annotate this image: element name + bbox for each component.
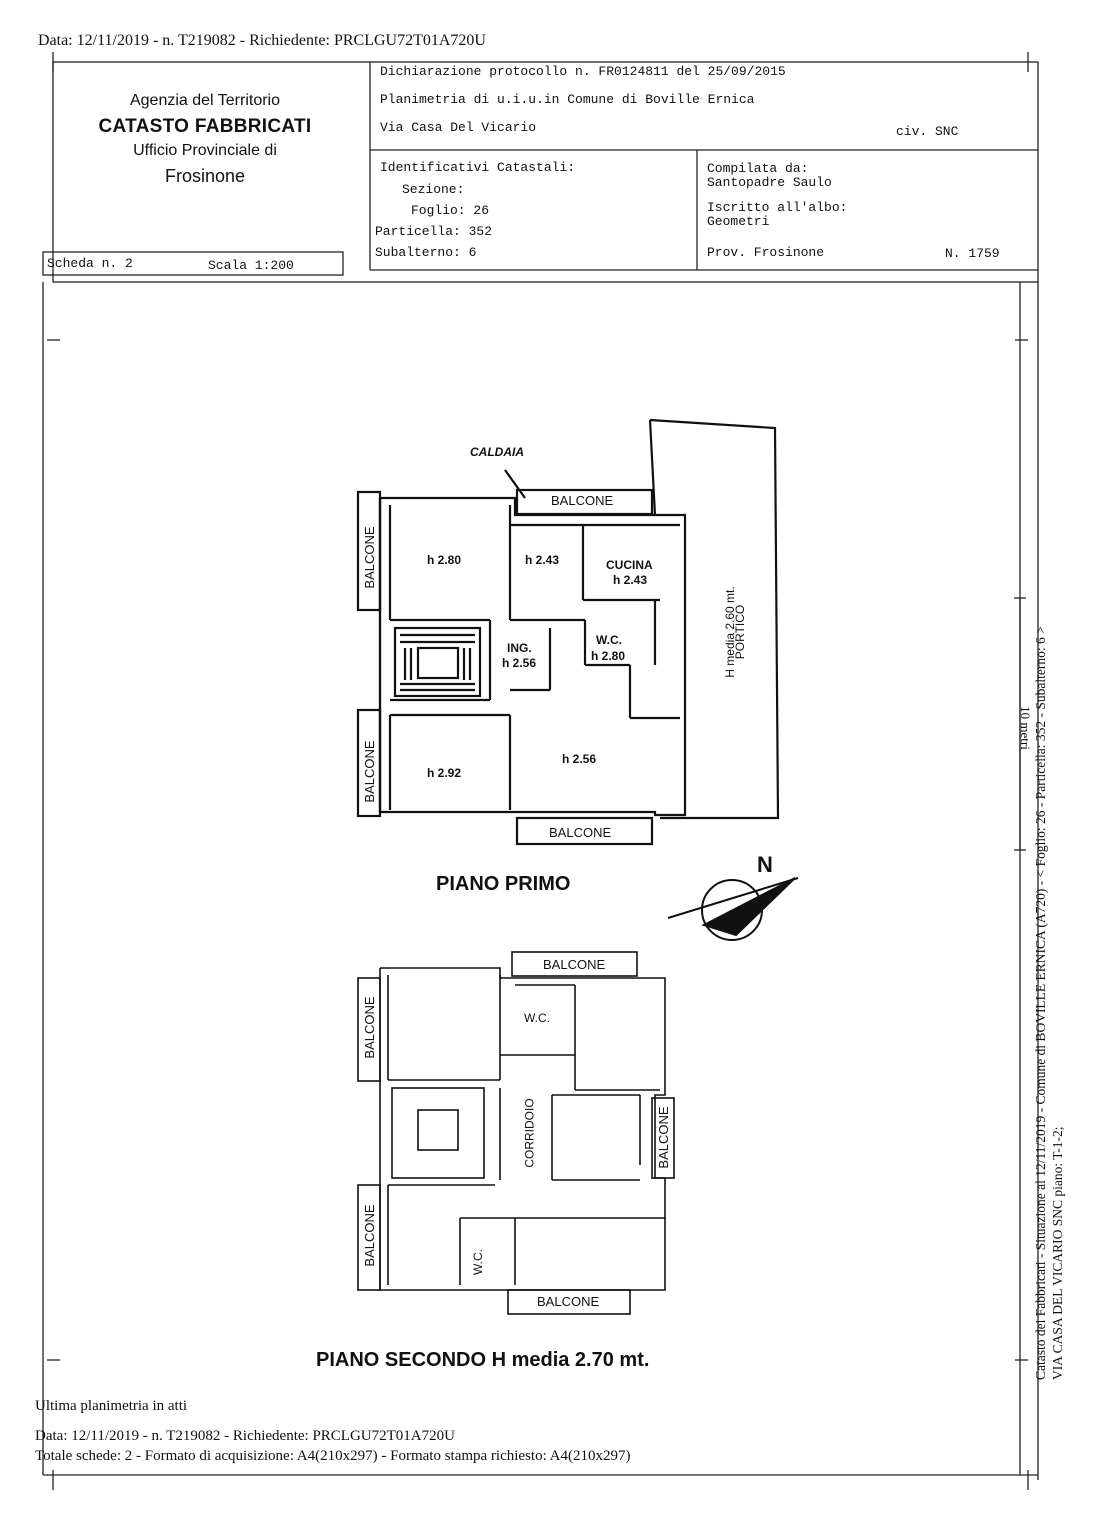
side-caption-line-1: Catasto dei Fabbricati - Situazione al 12/11/2019 - Comune di BOVILLE ERNICA (A720) - < Foglio: 26 - Particella: 352 - Subalterno: 6 > [1033, 626, 1048, 1380]
pp-portico: PORTICO [733, 604, 747, 660]
ps-corridoio: CORRIDOIO [522, 1098, 537, 1168]
pp-cucina-h: h 2.43 [613, 573, 648, 587]
identifiers-sezione: Sezione: [402, 182, 465, 197]
compiler-number: N. 1759 [945, 246, 1000, 261]
pp-wc-h: h 2.80 [591, 649, 626, 663]
identifiers-particella: Particella: 352 [375, 224, 493, 239]
pp-room-h256: h 2.56 [562, 752, 597, 766]
footer-request-line: Data: 12/11/2019 - n. T219082 - Richiedente: PRCLGU72T01A720U [35, 1428, 455, 1444]
declaration-protocol: Dichiarazione protocollo n. FR0124811 del 25/09/2015 [380, 64, 786, 79]
ps-balcone-bottom: BALCONE [537, 1294, 600, 1309]
ps-balcone-top: BALCONE [543, 957, 606, 972]
agency-province: Frosinone [164, 166, 246, 186]
compiler-province: Prov. Frosinone [707, 245, 825, 260]
ps-balcone-left-2: BALCONE [362, 1204, 377, 1267]
compiler-category: Geometri [707, 214, 770, 229]
agency-name: Agenzia del Territorio [129, 92, 280, 109]
sheet-scale: Scala 1:200 [208, 258, 294, 273]
agency-office: Ufficio Provinciale di [133, 142, 277, 159]
compiler-albo: Iscritto all'albo: [707, 200, 848, 215]
pp-balcone-top: BALCONE [551, 493, 614, 508]
pp-ingresso-h: h 2.56 [502, 656, 537, 670]
identifiers-foglio: Foglio: 26 [411, 203, 490, 218]
ps-wc-1: W.C. [524, 1011, 550, 1025]
pp-wc: W.C. [596, 633, 622, 647]
piano-primo-title: PIANO PRIMO [436, 873, 571, 895]
north-label: N [757, 852, 773, 877]
scale-bar-label: 10 metri [1017, 706, 1033, 750]
pp-portico-height: H media 2.60 mt. [723, 586, 737, 678]
side-caption-line-2: VIA CASA DEL VICARIO SNC piano: T-1-2; [1050, 1126, 1065, 1380]
pp-balcone-left-1: BALCONE [362, 526, 377, 589]
compiler-name: Santopadre Saulo [707, 175, 832, 190]
piano-secondo-title: PIANO SECONDO H media 2.70 mt. [316, 1349, 650, 1371]
declaration-civic: civ. SNC [896, 124, 959, 139]
compiler-label: Compilata da: [707, 161, 809, 176]
pp-cucina: CUCINA [606, 558, 653, 572]
side-caption [1033, 400, 1065, 1400]
identifiers-title: Identificativi Catastali: [380, 160, 576, 175]
sheet-number: Scheda n. 2 [47, 256, 133, 271]
declaration-planimetry: Planimetria di u.i.u.in Comune di Boville Ernica [380, 92, 755, 107]
ps-wc-2: W.C. [471, 1249, 485, 1275]
header-request-line: Data: 12/11/2019 - n. T219082 - Richiedente: PRCLGU72T01A720U [38, 32, 486, 49]
pp-balcone-left-2: BALCONE [362, 740, 377, 803]
pp-room-h243: h 2.43 [525, 553, 560, 567]
ps-balcone-left-1: BALCONE [362, 996, 377, 1059]
north-compass [668, 878, 798, 940]
declaration-street: Via Casa Del Vicario [380, 120, 537, 135]
ps-balcone-right: BALCONE [656, 1106, 671, 1169]
pp-ingresso: ING. [507, 641, 532, 655]
identifiers-subalterno: Subalterno: 6 [375, 245, 477, 260]
caldaia-label: CALDAIA [470, 445, 524, 459]
footer-last-planimetry: Ultima planimetria in atti [35, 1398, 188, 1414]
agency-catasto: CATASTO FABBRICATI [98, 116, 312, 137]
footer-totals: Totale schede: 2 - Formato di acquisizione: A4(210x297) - Formato stampa richiesto: A4(210x297) [35, 1448, 631, 1464]
pp-room-h292: h 2.92 [427, 766, 462, 780]
pp-balcone-bottom: BALCONE [549, 825, 612, 840]
pp-room-h280: h 2.80 [427, 553, 462, 567]
